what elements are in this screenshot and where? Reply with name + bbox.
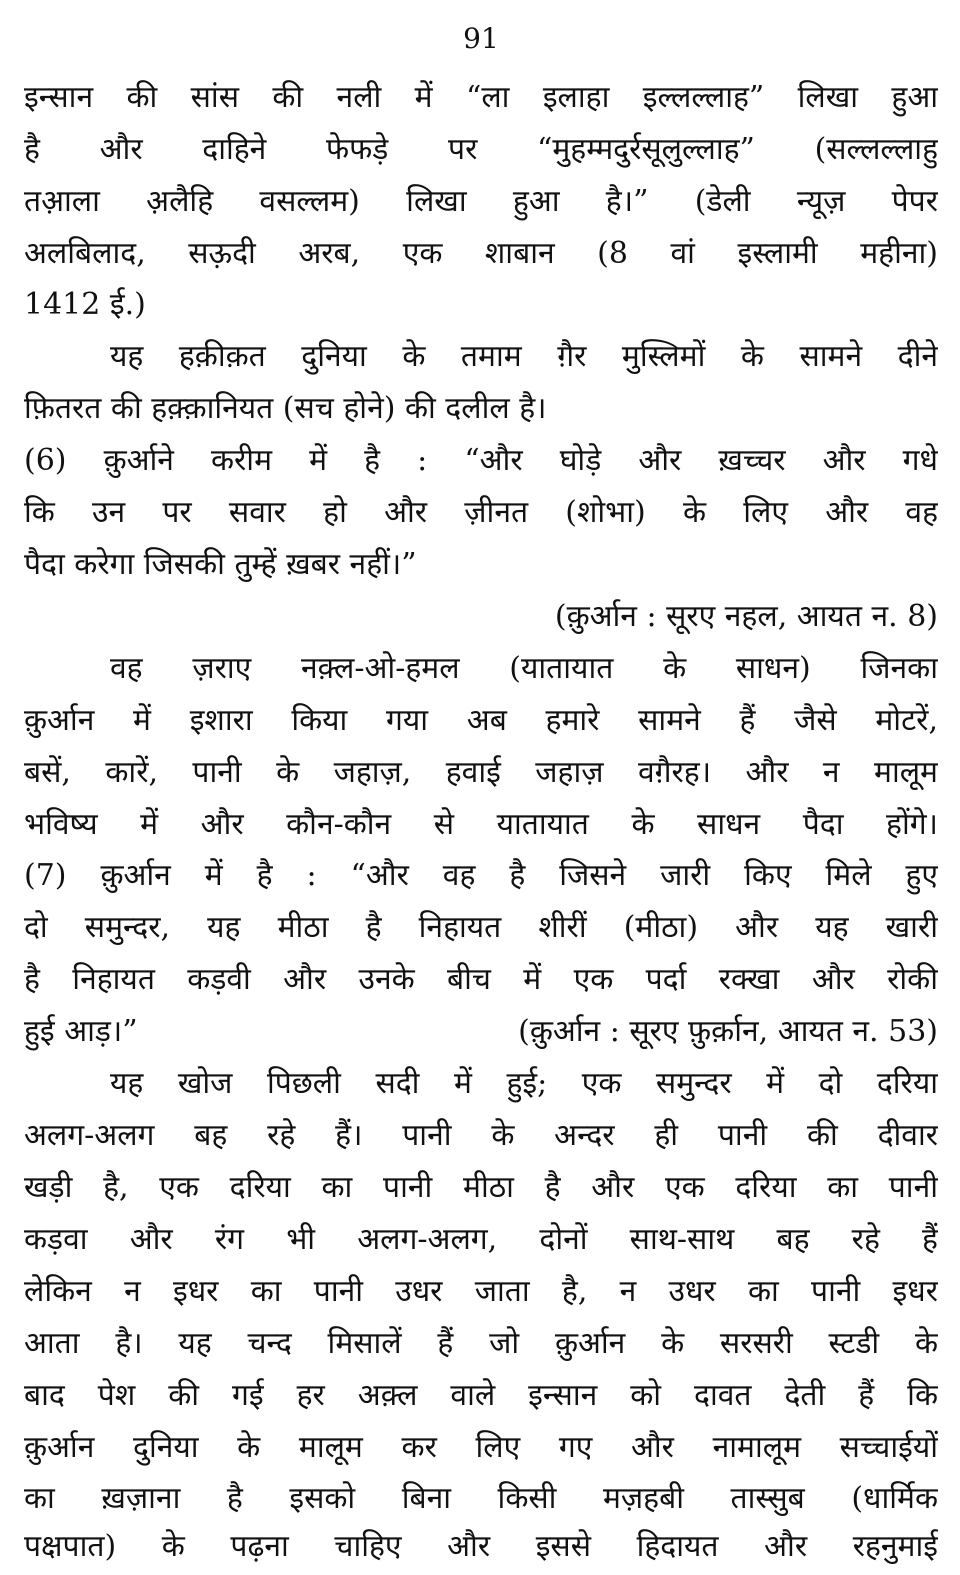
text-line: लेकिन न इधर का पानी उधर जाता है, न उधर का पानी इधर bbox=[24, 1274, 938, 1309]
text-line: बाद पेश की गई हर अक़्ल वाले इन्सान को दावत देती हैं कि bbox=[24, 1378, 938, 1413]
text-line: आता है। यह चन्द मिसालें हैं जो क़ुर्आन के सरसरी स्टडी के bbox=[24, 1326, 938, 1361]
quran-reference: (क़ुर्आन : सूरए नहल, आयत न. 8) bbox=[554, 599, 938, 634]
text-line: बसें, कारें, पानी के जहाज़, हवाई जहाज़ वग़ैरह। और न मालूम bbox=[24, 755, 938, 790]
text-line: अलग-अलग बह रहे हैं। पानी के अन्दर ही पानी की दीवार bbox=[24, 1118, 938, 1153]
text-line: 1412 ई.) bbox=[24, 287, 146, 322]
text-line: पैदा करेगा जिसकी तुम्हें ख़बर नहीं।” bbox=[24, 547, 417, 582]
text-line: है निहायत कड़वी और उनके बीच में एक पर्दा रक्खा और रोकी bbox=[24, 962, 938, 997]
text-line: इन्सान की सांस की नली में “ला इलाहा इल्लल्लाह” लिखा हुआ bbox=[24, 80, 938, 115]
quran-reference: (क़ुर्आन : सूरए फ़ुर्क़ान, आयत न. 53) bbox=[518, 1014, 938, 1049]
text-line: भविष्य में और कौन-कौन से यातायात के साधन पैदा होंगे। bbox=[24, 807, 938, 842]
text-line: दो समुन्दर, यह मीठा है निहायत शीरीं (मीठा) और यह खारी bbox=[24, 910, 938, 945]
text-line: (6) क़ुर्आने करीम में है : “और घोड़े और ख़च्चर और गधे bbox=[24, 443, 938, 478]
text-line: क़ुर्आन दुनिया के मालूम कर लिए गए और नामालूम सच्चाईयों bbox=[24, 1430, 938, 1465]
text-line: हुई आड़।” bbox=[24, 1014, 138, 1049]
text-line: का ख़ज़ाना है इसको बिना किसी मज़हबी तास्सुब (धार्मिक bbox=[24, 1481, 938, 1516]
paragraph-start-line: वह ज़राए नक़्ल-ओ-हमल (यातायात के साधन) जिनका bbox=[110, 651, 938, 686]
text-line: है और दाहिने फेफड़े पर “मुहम्मदुर्रसूलुल्लाह” (सल्लल्लाहु bbox=[24, 132, 938, 167]
text-line: कि उन पर सवार हो और ज़ीनत (शोभा) के लिए और वह bbox=[24, 495, 938, 530]
book-page bbox=[24, 0, 938, 1575]
page-number: 91 bbox=[463, 22, 499, 55]
text-line: (7) क़ुर्आन में है : “और वह है जिसने जारी किए मिले हुए bbox=[24, 858, 938, 893]
text-line: खड़ी है, एक दरिया का पानी मीठा है और एक दरिया का पानी bbox=[24, 1170, 938, 1205]
text-line: तआ़ला अ़लैहि वसल्लम) लिखा हुआ है।” (डेली न्यूज़ पेपर bbox=[24, 184, 938, 219]
text-line: फ़ितरत की हक़्क़ानियत (सच होने) की दलील है। bbox=[24, 391, 547, 426]
text-line: कड़वा और रंग भी अलग-अलग, दोनों साथ-साथ बह रहे हैं bbox=[24, 1222, 938, 1257]
text-line: क़ुर्आन में इशारा किया गया अब हमारे सामने हैं जैसे मोटरें, bbox=[24, 703, 938, 738]
paragraph-start-line: यह हक़ीक़त दुनिया के तमाम ग़ैर मुस्लिमों के सामने दीने bbox=[110, 339, 938, 374]
paragraph-start-line: यह खोज पिछली सदी में हुई; एक समुन्दर में दो दरिया bbox=[110, 1066, 938, 1101]
text-line: अलबिलाद, सऊ़दी अरब, एक शाबान (8 वां इस्लामी महीना) bbox=[24, 236, 938, 271]
text-line: पक्षपात) के पढ़ना चाहिए और इससे हिदायत और रहनुमाई bbox=[24, 1529, 938, 1564]
